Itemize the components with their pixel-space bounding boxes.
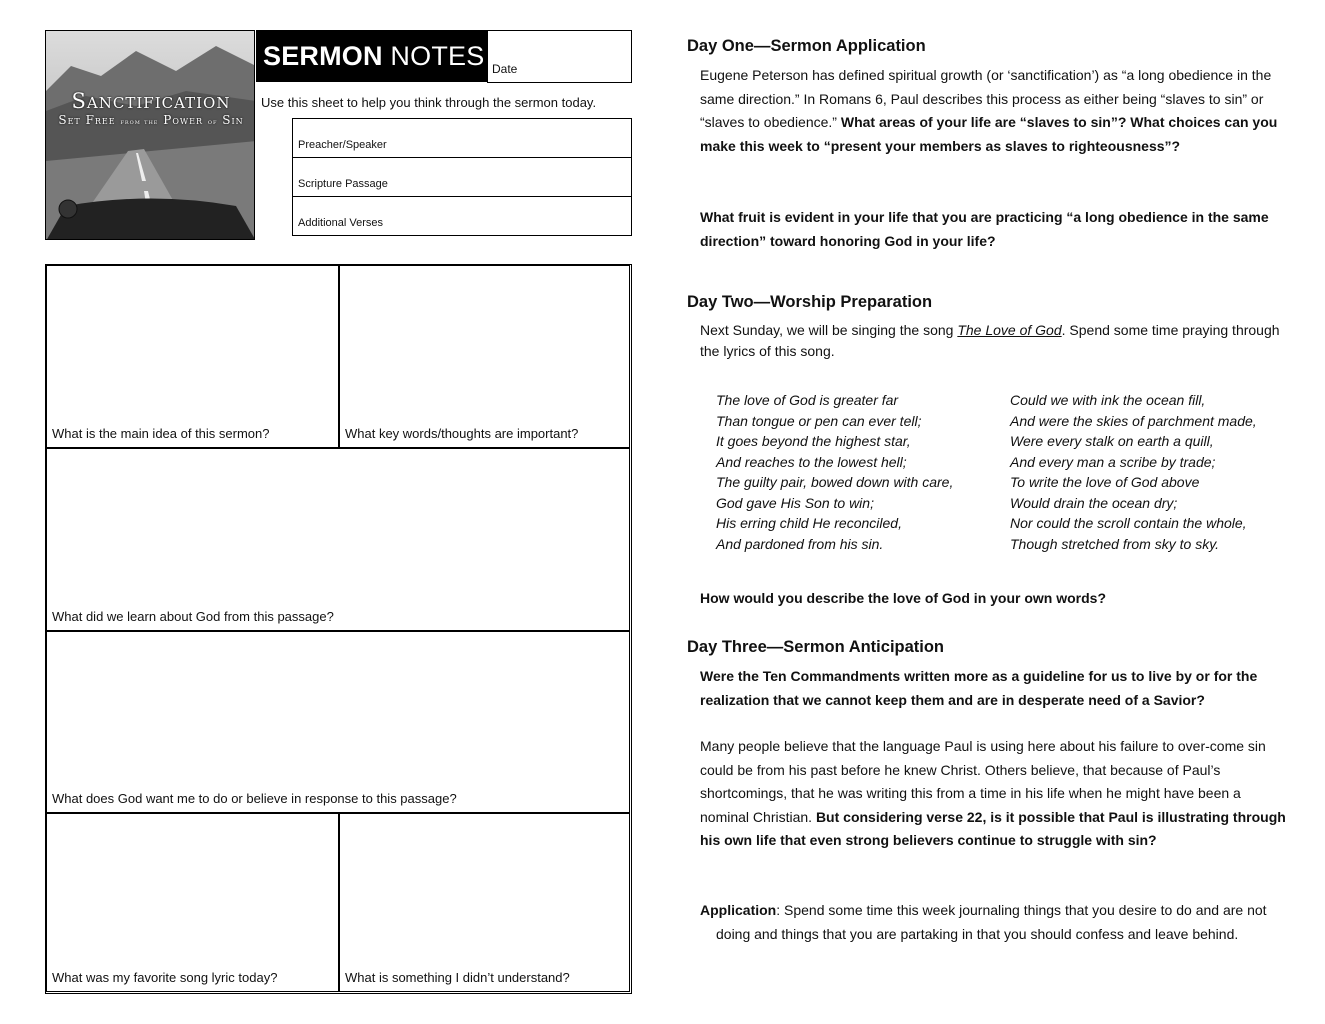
day-three-text: Many people believe that the language Paul is using here about his failure to over-come sin could be from his past before he knew Christ. Others believe, that because of Paul’s shortcomings, that he was writing this from a time in his life when he might have been a nominal Christian. [700, 738, 1266, 825]
lyric-line: The love of God is greater far [716, 392, 899, 408]
day-three-question-text: Were the Ten Commandments written more as a guideline for us to live by or for the realization that we cannot keep them and are in desperate need of a Savior? [700, 668, 1258, 708]
song-title: The Love of God [957, 322, 1062, 338]
title-rest: NOTES [382, 41, 485, 71]
lyric-line: The guilty pair, bowed down with care, [716, 474, 954, 490]
application-label: Application [700, 902, 777, 918]
day-two-intro-after: . Spend some time praying through the lyrics of this song. [700, 322, 1280, 359]
date-field[interactable] [487, 30, 632, 83]
day-one-question-2-text: What fruit is evident in your life that you are practicing “a long obedience in the same direction” toward honoring God in your life? [700, 209, 1269, 249]
cover-subtitle-4: of [207, 118, 218, 126]
lyric-line: And were the skies of parchment made, [1010, 412, 1257, 429]
lyric-line: Would drain the ocean dry; [1010, 494, 1178, 511]
cover-subtitle-5: Sin [222, 113, 244, 127]
favorite-lyric-label: What was my favorite song lyric today? [52, 970, 278, 985]
favorite-lyric-box[interactable] [46, 813, 339, 992]
lyrics-verse-left [716, 390, 953, 554]
cover-image [45, 30, 255, 240]
intro-text: Use this sheet to help you think through the sermon today. [261, 95, 597, 110]
application-text: : Spend some time this week journaling things that you desire to do and are not doing and things that you are partaking in that you should confess and leave behind. [716, 902, 1267, 942]
day-three-paragraph [700, 735, 1290, 853]
learn-about-god-box[interactable] [46, 448, 630, 631]
day-one-paragraph [700, 64, 1290, 158]
cover-subtitle-1: Set Free [58, 113, 116, 127]
scripture-field[interactable] [292, 157, 632, 197]
lyric-line: Nor could the scroll contain the whole, [1010, 515, 1247, 531]
date-label: Date [492, 62, 518, 76]
lyric-line: Though stretched from sky to sky. [1010, 535, 1220, 552]
lyric-line: And every man a scribe by trade; [1010, 453, 1216, 470]
lyric-line: To write the love of God above [1010, 474, 1200, 490]
cover-subtitle-2: from the [120, 118, 159, 126]
day-one-text: Eugene Peterson has defined spiritual growth (or ‘sanctification’) as “a long obedience in the same direction.” In Romans 6, Paul describes this process as either being “slaves to sin” or “slaves to obedience.” [700, 67, 1272, 130]
lyric-line: And reaches to the lowest hell; [716, 453, 907, 470]
didnt-understand-box[interactable] [339, 813, 630, 992]
lyric-line: Could we with ink the ocean fill, [1010, 392, 1206, 408]
lyric-line: Were every stalk on earth a quill, [1010, 433, 1214, 449]
cover-subtitle [46, 113, 255, 129]
cover-subtitle-3: Power [163, 113, 204, 127]
cover-title: Sanctification [71, 89, 231, 113]
didnt-understand-label: What is something I didn’t understand? [345, 970, 570, 985]
day-three-heading: Day Three—Sermon Anticipation [687, 638, 945, 656]
lyric-line: His erring child He reconciled, [716, 515, 902, 531]
day-two-question [700, 587, 1290, 611]
lyric-line: Than tongue or pen can ever tell; [716, 412, 922, 429]
response-box[interactable] [46, 631, 630, 813]
lyric-line: God gave His Son to win; [716, 494, 874, 511]
key-words-box[interactable] [339, 265, 630, 448]
day-two-question-text: How would you describe the love of God in your own words? [700, 590, 1107, 606]
application-paragraph [700, 899, 1276, 946]
day-two-intro-before: Next Sunday, we will be singing the song [700, 322, 958, 338]
verses-field[interactable] [292, 196, 632, 236]
lyric-line: And pardoned from his sin. [716, 535, 884, 552]
lyrics-verse-right [1010, 390, 1257, 554]
day-three-question [700, 665, 1290, 712]
day-three-bold-question: But considering verse 22, is it possible that Paul is illustrating through his own life that even strong believers continue to struggle with sin? [700, 808, 1286, 848]
main-idea-box[interactable] [46, 265, 339, 448]
preacher-label: Preacher/Speaker [298, 139, 387, 151]
day-one-question: What areas of your life are “slaves to sin”? What choices can you make this week to “present your members as slaves to righteousness”? [700, 114, 1278, 154]
sermon-notes-title [256, 30, 487, 82]
verses-label: Additional Verses [298, 217, 383, 229]
learn-about-god-label: What did we learn about God from this passage? [52, 609, 334, 624]
preacher-field[interactable] [292, 118, 632, 158]
key-words-label: What key words/thoughts are important? [345, 426, 579, 441]
day-two-intro [700, 320, 1290, 362]
lyric-line: It goes beyond the highest star, [716, 433, 911, 449]
scripture-label: Scripture Passage [298, 178, 388, 190]
notes-grid [45, 264, 632, 994]
day-one-question-2 [700, 206, 1290, 253]
response-label: What does God want me to do or believe in response to this passage? [52, 791, 457, 806]
day-one-heading: Day One—Sermon Application [687, 37, 926, 55]
road-photo [46, 31, 255, 240]
title-bold: SERMON [263, 41, 383, 71]
day-two-heading: Day Two—Worship Preparation [687, 293, 933, 311]
main-idea-label: What is the main idea of this sermon? [52, 426, 270, 441]
